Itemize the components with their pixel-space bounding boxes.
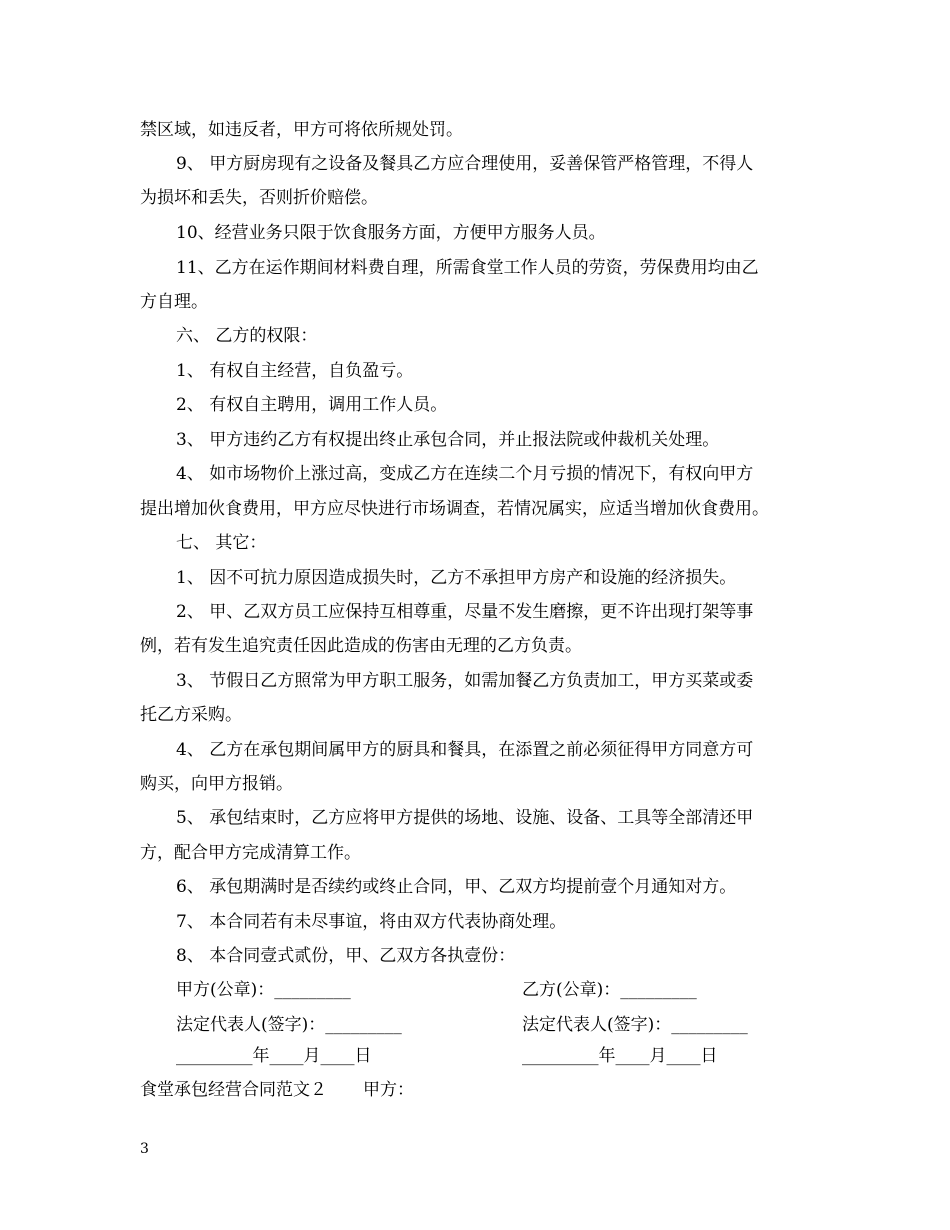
clause-item: 1、 有权自主经营，自负盈亏。 <box>176 361 414 381</box>
clause-item: 4、 如市场物价上涨过高，变成乙方在连续二个月亏损的情况下，有权向甲方 <box>176 464 754 484</box>
clause-9: 9、 甲方厨房现有之设备及餐具乙方应合理使用，妥善保管严格管理，不得人 <box>176 154 754 174</box>
clause-item: 2、 甲、乙双方员工应保持互相尊重，尽量不发生磨擦，更不许出现打架等事 <box>176 602 754 622</box>
section-heading: 七、 其它： <box>176 533 267 553</box>
text-line: 为损坏和丢失，否则折价赔偿。 <box>140 188 378 208</box>
clause-10: 10、经营业务只限于饮食服务方面，方便甲方服务人员。 <box>176 223 606 243</box>
clause-item: 8、 本合同壹式贰份，甲、乙双方各执壹份： <box>176 946 516 966</box>
clause-11: 11、乙方在运作期间材料费自理，所需食堂工作人员的劳资，劳保费用均由乙 <box>176 258 759 278</box>
next-document-title: 食堂承包经营合同范文２ <box>140 1080 327 1100</box>
text-line: 购买，向甲方报销。 <box>140 774 293 794</box>
clause-item: 7、 本合同若有未尽事谊，将由双方代表协商处理。 <box>176 912 567 932</box>
text-line: 托乙方采购。 <box>140 705 242 725</box>
clause-item: 4、 乙方在承包期间属甲方的厨具和餐具，在添置之前必须征得甲方同意方可 <box>176 740 754 760</box>
page-number: 3 <box>140 1141 149 1157</box>
party-a-representative: 法定代表人(签字)：_________ <box>176 1015 402 1035</box>
text-line: 方，配合甲方完成清算工作。 <box>140 843 361 863</box>
party-b-representative: 法定代表人(签字)：_________ <box>522 1015 748 1035</box>
next-document-heading <box>140 1078 414 1102</box>
clause-item: 3、 节假日乙方照常为甲方职工服务，如需加餐乙方负责加工，甲方买菜或委 <box>176 671 754 691</box>
clause-item: 1、 因不可抗力原因造成损失时，乙方不承担甲方房产和设施的经济损失。 <box>176 568 737 588</box>
party-a-seal: 甲方(公章)：_________ <box>176 980 351 1000</box>
clause-item: 2、 有权自主聘用，调用工作人员。 <box>176 395 448 415</box>
party-b-date: _________年____月____日 <box>522 1046 718 1066</box>
clause-item: 6、 承包期满时是否续约或终止合同，甲、乙双方均提前壹个月通知对方。 <box>176 877 737 897</box>
next-document-party: 甲方： <box>363 1080 414 1100</box>
text-line: 方自理。 <box>140 292 208 312</box>
party-a-date: _________年____月____日 <box>176 1046 372 1066</box>
clause-item: 5、 承包结束时，乙方应将甲方提供的场地、设施、设备、工具等全部清还甲 <box>176 808 754 828</box>
section-heading: 六、 乙方的权限： <box>176 326 318 346</box>
clause-item: 3、 甲方违约乙方有权提出终止承包合同，并止报法院或仲裁机关处理。 <box>176 430 720 450</box>
text-line: 禁区域，如违反者，甲方可将依所规处罚。 <box>140 120 463 140</box>
text-line: 例，若有发生追究责任因此造成的伤害由无理的乙方负责。 <box>140 636 582 656</box>
party-b-seal: 乙方(公章)：_________ <box>522 980 697 1000</box>
text-line: 提出增加伙食费用，甲方应尽快进行市场调查，若情况属实，应适当增加伙食费用。 <box>140 499 769 519</box>
